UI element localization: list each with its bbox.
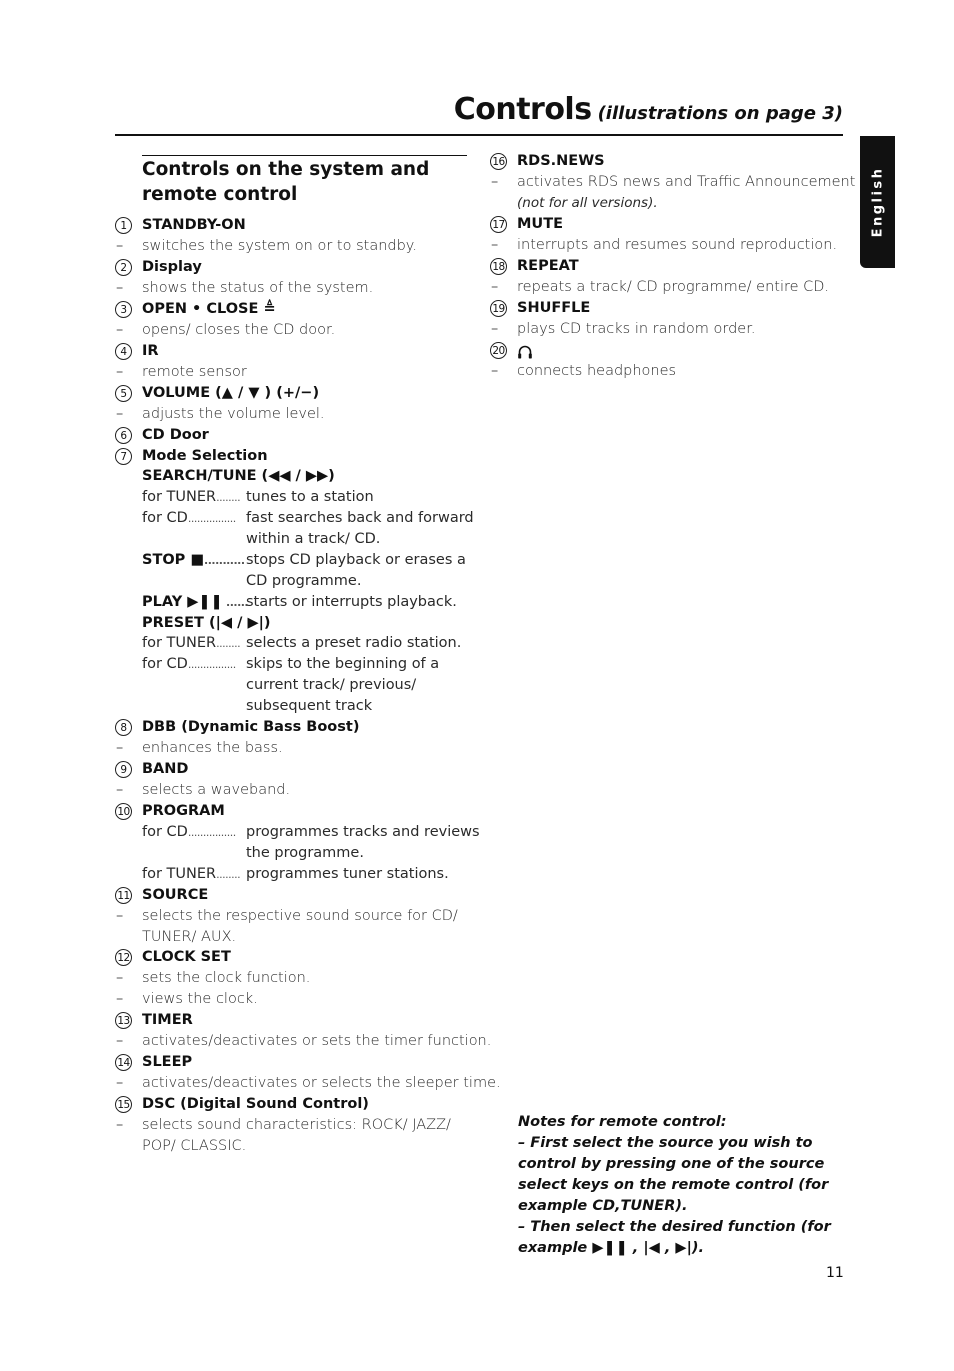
control-label: DSC (Digital Sound Control) (142, 1096, 369, 1112)
dash-marker: – (116, 970, 124, 986)
control-description: adjusts the volume level. (142, 406, 325, 422)
language-tab (860, 136, 895, 268)
entry-line (115, 487, 475, 508)
entry-line (115, 320, 475, 341)
leader-dots: ........ (216, 868, 241, 881)
item-number-badge: 1 (115, 217, 132, 234)
control-description: sets the clock function. (142, 970, 311, 986)
item-number-badge: 15 (115, 1096, 132, 1113)
dash-marker: – (116, 238, 124, 254)
entry-line (115, 613, 475, 633)
control-description: shows the status of the system. (142, 280, 374, 296)
mode-description: within a track/ CD. (246, 531, 381, 547)
header-rule (115, 134, 843, 136)
dash-marker: – (491, 237, 499, 253)
leader-dots: ........ (216, 637, 241, 650)
control-description: opens/ closes the CD door. (142, 322, 336, 338)
entry-line (115, 780, 475, 801)
control-label: STANDBY-ON (142, 217, 246, 233)
control-description: activates RDS news and Traffic Announcement (517, 174, 856, 190)
mode-description: CD programme. (246, 573, 362, 589)
item-number-badge: 16 (490, 153, 507, 170)
entry-line (115, 529, 475, 550)
headphones-icon (517, 344, 533, 360)
entry-line (115, 906, 475, 927)
item-number-badge: 12 (115, 949, 132, 966)
item-number-badge: 9 (115, 761, 132, 778)
control-label: CD Door (142, 427, 209, 443)
notes-item: – First select the source you wish to control by pressing one of the source select keys on the remote control (for example CD,TUNER). (518, 1135, 829, 1214)
mode-description: starts or interrupts playback. (246, 594, 457, 610)
control-description: switches the system on or to standby. (142, 238, 417, 254)
control-label: Mode Selection (142, 448, 268, 464)
mode-description: current track/ previous/ (246, 677, 417, 693)
entry-line (115, 1073, 501, 1094)
dash-marker: – (116, 991, 124, 1007)
control-description: views the clock. (142, 991, 258, 1007)
entry-line (490, 214, 840, 235)
control-description: remote sensor (142, 364, 247, 380)
entry-line (490, 151, 840, 172)
entry-line (490, 256, 840, 277)
entry-line (115, 822, 480, 843)
entry-line (115, 675, 475, 696)
dash-marker: – (116, 908, 124, 924)
control-description: selects the respective sound source for CD/ (142, 908, 458, 924)
mode-description: tunes to a station (246, 489, 374, 505)
mode-key (142, 592, 248, 613)
mode-key-text: for TUNER (142, 635, 217, 651)
dash-marker: – (116, 1075, 124, 1091)
control-label: DBB (Dynamic Bass Boost) (142, 719, 360, 735)
entry-line (115, 592, 475, 613)
mode-key (142, 822, 236, 843)
control-label: IR (142, 343, 159, 359)
control-description: repeats a track/ CD programme/ entire CD. (517, 279, 830, 295)
control-label: SEARCH/TUNE (◀◀ / ▶▶) (142, 468, 335, 484)
dash-marker: – (491, 363, 499, 379)
control-label: CLOCK SET (142, 949, 231, 965)
entry-line (115, 1052, 475, 1073)
leader-dots: ...... (222, 596, 249, 609)
mode-key (142, 508, 236, 529)
control-description: selects a waveband. (142, 782, 291, 798)
entry-line (115, 1115, 475, 1136)
entry-line (115, 968, 475, 989)
entry-line (115, 801, 475, 822)
control-label: MUTE (517, 216, 563, 232)
dash-marker: – (116, 1117, 124, 1133)
page-title-subtitle: (illustrations on page 3) (597, 103, 843, 124)
item-number-badge: 20 (490, 342, 507, 359)
entry-line (115, 1010, 475, 1031)
entry-line (115, 885, 475, 906)
mode-description: the programme. (246, 845, 364, 861)
entry-line (490, 298, 840, 319)
entry-line (115, 383, 475, 404)
dash-marker: – (116, 322, 124, 338)
entry-line (115, 215, 475, 236)
control-label: PRESET (|◀ / ▶|) (142, 615, 271, 631)
mode-key-text: for CD (142, 510, 188, 526)
entry-line (115, 864, 475, 885)
language-tab-label: English (870, 166, 885, 238)
dash-marker: – (116, 364, 124, 380)
entry-line (115, 1094, 475, 1115)
control-label: Display (142, 259, 202, 275)
page-title (454, 92, 843, 127)
entry-line (115, 362, 475, 383)
entry-line (115, 571, 475, 592)
right-column (490, 151, 856, 382)
control-label: REPEAT (517, 258, 579, 274)
mode-description: programmes tuner stations. (246, 866, 449, 882)
item-number-badge: 6 (115, 427, 132, 444)
control-label: RDS.NEWS (517, 153, 605, 169)
control-description: TUNER/ AUX. (142, 929, 237, 945)
dash-marker: – (116, 782, 124, 798)
entry-line (115, 425, 475, 446)
entry-line (115, 989, 475, 1010)
dash-marker: – (116, 406, 124, 422)
control-label: TIMER (142, 1012, 193, 1028)
mode-key (142, 654, 236, 675)
leader-dots: ................ (187, 826, 236, 839)
control-label: OPEN • CLOSE ≜ (142, 301, 276, 317)
page-title-main: Controls (453, 92, 592, 127)
entry-line (115, 341, 475, 362)
item-number-badge: 8 (115, 719, 132, 736)
mode-key (142, 487, 240, 508)
entry-line (115, 404, 475, 425)
section-rule (142, 155, 467, 156)
dash-marker: – (491, 321, 499, 337)
leader-dots: ........ (216, 491, 241, 504)
entry-line (490, 235, 840, 256)
entry-line (490, 319, 840, 340)
entry-line (115, 236, 475, 257)
remote-control-notes (518, 1112, 844, 1259)
entry-line (115, 759, 475, 780)
entry-line (115, 1136, 475, 1156)
control-description: enhances the bass. (142, 740, 283, 756)
leader-dots: ........... (204, 554, 245, 567)
entry-line (490, 172, 856, 193)
item-number-badge: 5 (115, 385, 132, 402)
entry-line (115, 927, 475, 947)
entry-line (115, 654, 475, 675)
control-label: VOLUME (▲ / ▼ ) (+/−) (142, 385, 320, 401)
mode-key-text: for CD (142, 656, 188, 672)
control-label: PROGRAM (142, 803, 225, 819)
control-description: POP/ CLASSIC. (142, 1138, 247, 1154)
control-label: SLEEP (142, 1054, 193, 1070)
control-description: activates/deactivates or selects the sleeper time. (142, 1075, 501, 1091)
entry-line (490, 340, 840, 361)
section-heading: Controls on the system and remote control (142, 159, 430, 205)
item-number-badge: 10 (115, 803, 132, 820)
entry-line (115, 446, 475, 466)
dash-marker: – (491, 174, 499, 190)
control-description: interrupts and resumes sound reproduction. (517, 237, 838, 253)
entry-line (115, 550, 475, 571)
item-number-badge: 4 (115, 343, 132, 360)
leader-dots: ................ (187, 658, 236, 671)
notes-item: – Then select the desired function (for example ▶❚❚ , |◀ , ▶|). (518, 1219, 831, 1256)
mode-key-text: STOP ■ (142, 552, 205, 568)
entry-line (115, 257, 475, 278)
item-number-badge: 3 (115, 301, 132, 318)
item-number-badge: 13 (115, 1012, 132, 1029)
mode-key-text: for TUNER (142, 489, 217, 505)
dash-marker: – (116, 1033, 124, 1049)
entry-line (115, 843, 475, 864)
entry-line (115, 717, 475, 738)
mode-key (142, 550, 245, 571)
entry-line (115, 1031, 492, 1052)
mode-description: skips to the beginning of a (246, 656, 440, 672)
mode-key-text: PLAY ▶❚❚ (142, 594, 223, 610)
item-number-badge: 7 (115, 448, 132, 465)
item-number-badge: 19 (490, 300, 507, 317)
mode-description: stops CD playback or erases a (246, 552, 466, 568)
mode-key-text: for CD (142, 824, 188, 840)
item-number-badge: 18 (490, 258, 507, 275)
control-label: SOURCE (142, 887, 209, 903)
mode-key-text: for TUNER (142, 866, 217, 882)
notes-heading: Notes for remote control: (518, 1114, 727, 1130)
entry-line (490, 193, 840, 214)
entry-line (115, 633, 475, 654)
control-description: (not for all versions). (517, 195, 658, 211)
dash-marker: – (116, 740, 124, 756)
entry-line (115, 466, 475, 487)
leader-dots: ................ (187, 512, 236, 525)
entry-line (115, 738, 475, 759)
item-number-badge: 11 (115, 887, 132, 904)
entry-line (490, 361, 840, 382)
entry-line (115, 947, 475, 968)
control-label: BAND (142, 761, 189, 777)
item-number-badge: 17 (490, 216, 507, 233)
dash-marker: – (116, 280, 124, 296)
mode-description: programmes tracks and reviews (246, 824, 480, 840)
entry-line (115, 696, 475, 717)
control-description: plays CD tracks in random order. (517, 321, 756, 337)
mode-key (142, 633, 240, 654)
page-number: 11 (826, 1265, 844, 1281)
mode-description: selects a preset radio station. (246, 635, 462, 651)
control-description: connects headphones (517, 363, 677, 379)
mode-description: subsequent track (246, 698, 373, 714)
dash-marker: – (491, 279, 499, 295)
entry-line (115, 278, 475, 299)
control-description: selects sound characteristics: ROCK/ JAZZ/ (142, 1117, 451, 1133)
entry-line (490, 277, 840, 298)
entry-line (115, 508, 475, 529)
control-label: SHUFFLE (517, 300, 591, 316)
mode-key (142, 864, 240, 885)
entry-line (115, 299, 475, 320)
control-description: activates/deactivates or sets the timer function. (142, 1033, 492, 1049)
item-number-badge: 14 (115, 1054, 132, 1071)
item-number-badge: 2 (115, 259, 132, 276)
mode-description: fast searches back and forward (246, 510, 474, 526)
